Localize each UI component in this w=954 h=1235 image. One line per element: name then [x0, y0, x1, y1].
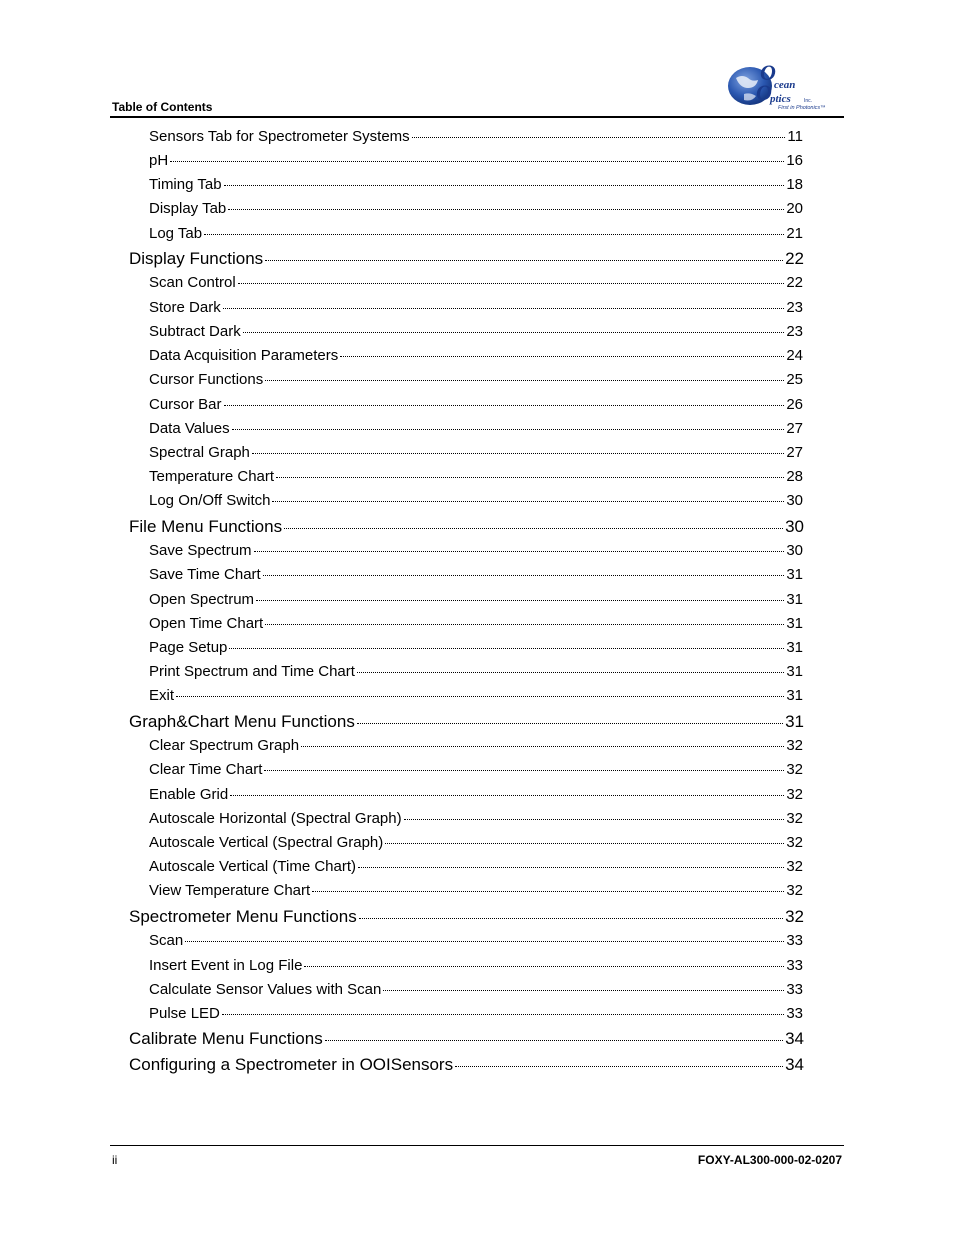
toc-entry-page: 32: [786, 834, 803, 851]
toc-entry-page: 32: [786, 882, 803, 899]
toc-entry-label: Timing Tab: [149, 176, 222, 193]
toc-entry-label: Print Spectrum and Time Chart: [149, 663, 355, 680]
toc-entry[interactable]: [149, 396, 803, 413]
toc-dot-leader: [357, 723, 783, 724]
toc-dot-leader: [223, 308, 785, 309]
ocean-optics-logo: [726, 64, 846, 112]
toc-entry-page: 33: [786, 1005, 803, 1022]
svg-text:O: O: [760, 64, 776, 85]
toc-dot-leader: [358, 867, 784, 868]
toc-dot-leader: [312, 891, 784, 892]
toc-entry-page: 22: [786, 274, 803, 291]
toc-entry-label: Calculate Sensor Values with Scan: [149, 981, 382, 998]
toc-dot-leader: [228, 209, 784, 210]
toc-entry-label: pH: [149, 152, 169, 169]
toc-entry[interactable]: [149, 444, 803, 461]
header-rule: [110, 116, 844, 118]
toc-entry-page: 32: [785, 907, 804, 926]
toc-entry-page: 31: [785, 712, 804, 731]
toc-entry[interactable]: [149, 858, 803, 875]
toc-entry[interactable]: [129, 249, 804, 269]
toc-entry-label: Cursor Functions: [149, 371, 264, 388]
toc-entry-page: 26: [786, 396, 803, 413]
toc-entry[interactable]: [149, 591, 803, 608]
toc-dot-leader: [176, 696, 784, 697]
toc-entry-label: View Temperature Chart: [149, 882, 311, 899]
toc-dot-leader: [243, 332, 785, 333]
toc-entry-label: Save Time Chart: [149, 566, 261, 583]
svg-text:First in Photonics™: First in Photonics™: [778, 105, 826, 111]
toc-entry-page: 31: [786, 687, 803, 704]
toc-dot-leader: [455, 1066, 783, 1067]
toc-dot-leader: [222, 1014, 784, 1015]
toc-entry-label: Data Acquisition Parameters: [149, 347, 339, 364]
toc-entry[interactable]: [149, 492, 803, 509]
toc-entry[interactable]: [149, 566, 803, 583]
toc-entry-label: Open Spectrum: [149, 591, 255, 608]
toc-dot-leader: [301, 746, 784, 747]
toc-entry-label: Sensors Tab for Spectrometer Systems: [149, 128, 410, 145]
toc-dot-leader: [276, 477, 784, 478]
toc-entry-page: 27: [786, 444, 803, 461]
toc-entry[interactable]: [149, 615, 803, 632]
toc-entry[interactable]: [149, 981, 803, 998]
toc-dot-leader: [383, 990, 784, 991]
toc-entry-label: Store Dark: [149, 299, 221, 316]
toc-entry[interactable]: [149, 299, 803, 316]
toc-entry-page: 32: [786, 858, 803, 875]
toc-dot-leader: [238, 283, 785, 284]
toc-entry-page: 16: [786, 152, 803, 169]
toc-dot-leader: [170, 161, 784, 162]
toc-dot-leader: [325, 1040, 783, 1041]
toc-entry-page: 31: [786, 615, 803, 632]
toc-entry[interactable]: [149, 834, 803, 851]
toc-entry-label: Autoscale Vertical (Time Chart): [149, 858, 357, 875]
toc-entry-label: Open Time Chart: [149, 615, 264, 632]
toc-entry[interactable]: [149, 639, 803, 656]
toc-entry-label: Page Setup: [149, 639, 228, 656]
toc-entry-label: Insert Event in Log File: [149, 957, 303, 974]
toc-entry-label: Autoscale Vertical (Spectral Graph): [149, 834, 384, 851]
toc-entry-label: File Menu Functions: [129, 517, 283, 536]
toc-entry[interactable]: [149, 371, 803, 388]
toc-entry-page: 31: [786, 663, 803, 680]
toc-entry-label: Enable Grid: [149, 786, 229, 803]
toc-entry-label: Configuring a Spectrometer in OOISensors: [129, 1055, 454, 1074]
toc-entry[interactable]: [129, 517, 804, 537]
toc-dot-leader: [229, 648, 784, 649]
toc-entry-page: 30: [786, 542, 803, 559]
toc-entry-label: Display Tab: [149, 200, 227, 217]
toc-entry-page: 34: [785, 1055, 804, 1074]
toc-entry-label: Scan: [149, 932, 184, 949]
toc-entry[interactable]: [149, 687, 803, 704]
toc-entry-page: 34: [785, 1029, 804, 1048]
toc-entry-label: Spectrometer Menu Functions: [129, 907, 357, 926]
toc-entry-label: Autoscale Horizontal (Spectral Graph): [149, 810, 402, 827]
toc-entry[interactable]: [149, 152, 803, 169]
toc-dot-leader: [265, 380, 784, 381]
toc-entry-page: 32: [786, 761, 803, 778]
toc-dot-leader: [357, 672, 784, 673]
toc-dot-leader: [265, 624, 784, 625]
toc-dot-leader: [385, 843, 784, 844]
toc-entry[interactable]: [129, 1055, 804, 1075]
toc-entry[interactable]: [129, 712, 804, 732]
toc-entry-page: 31: [786, 591, 803, 608]
footer-page-number: ii: [112, 1153, 118, 1167]
toc-dot-leader: [204, 234, 784, 235]
svg-text:O: O: [756, 80, 772, 105]
toc-entry-page: 33: [786, 932, 803, 949]
toc-entry[interactable]: [149, 420, 803, 437]
toc-dot-leader: [412, 137, 786, 138]
toc-entry[interactable]: [149, 274, 803, 291]
toc-entry[interactable]: [149, 932, 803, 949]
toc-entry-label: Temperature Chart: [149, 468, 275, 485]
toc-entry[interactable]: [149, 128, 803, 145]
toc-entry-page: 24: [786, 347, 803, 364]
toc-entry-label: Scan Control: [149, 274, 236, 291]
toc-dot-leader: [252, 453, 784, 454]
toc-entry[interactable]: [149, 882, 803, 899]
toc-entry-label: Exit: [149, 687, 175, 704]
toc-dot-leader: [304, 966, 784, 967]
toc-entry-page: 23: [786, 299, 803, 316]
toc-dot-leader: [264, 770, 784, 771]
toc-entry[interactable]: [149, 468, 803, 485]
toc-entry[interactable]: [149, 786, 803, 803]
toc-entry-page: 32: [786, 737, 803, 754]
toc-entry-page: 33: [786, 981, 803, 998]
toc-entry-label: Save Spectrum: [149, 542, 252, 559]
svg-text:Inc.: Inc.: [804, 98, 813, 104]
toc-entry-label: Spectral Graph: [149, 444, 250, 461]
toc-entry-page: 31: [786, 639, 803, 656]
toc-dot-leader: [254, 551, 785, 552]
toc-entry[interactable]: [149, 663, 803, 680]
running-header-title: Table of Contents: [112, 100, 213, 114]
toc-entry[interactable]: [149, 1005, 803, 1022]
toc-dot-leader: [230, 795, 784, 796]
toc-entry-page: 32: [786, 786, 803, 803]
toc-dot-leader: [232, 429, 785, 430]
toc-entry-label: Log Tab: [149, 225, 203, 242]
toc-entry-page: 23: [786, 323, 803, 340]
toc-dot-leader: [359, 918, 783, 919]
toc-dot-leader: [185, 941, 784, 942]
toc-dot-leader: [284, 528, 783, 529]
toc-entry[interactable]: [149, 323, 803, 340]
toc-dot-leader: [272, 501, 784, 502]
toc-entry[interactable]: [149, 957, 803, 974]
toc-entry-page: 31: [786, 566, 803, 583]
toc-entry-label: Graph&Chart Menu Functions: [129, 712, 355, 731]
toc-entry-page: 25: [786, 371, 803, 388]
toc-entry-page: 33: [786, 957, 803, 974]
toc-dot-leader: [404, 819, 785, 820]
toc-entry[interactable]: [149, 347, 803, 364]
toc-entry[interactable]: [149, 737, 803, 754]
toc-entry-page: 28: [786, 468, 803, 485]
toc-entry[interactable]: [129, 1029, 804, 1049]
toc-entry-page: 30: [785, 517, 804, 536]
toc-entry-label: Log On/Off Switch: [149, 492, 271, 509]
footer-doc-number: FOXY-AL300-000-02-0207: [697, 1153, 842, 1167]
toc-dot-leader: [224, 185, 785, 186]
toc-entry-page: 20: [786, 200, 803, 217]
toc-dot-leader: [340, 356, 784, 357]
toc-dot-leader: [265, 260, 783, 261]
toc-entry-label: Clear Spectrum Graph: [149, 737, 300, 754]
toc-entry-page: 18: [786, 176, 803, 193]
toc-entry-page: 27: [786, 420, 803, 437]
toc-entry-label: Clear Time Chart: [149, 761, 263, 778]
toc-entry[interactable]: [149, 176, 803, 193]
toc-entry[interactable]: [149, 200, 803, 217]
toc-entry-label: Subtract Dark: [149, 323, 241, 340]
toc-entry[interactable]: [149, 810, 803, 827]
toc-entry-label: Cursor Bar: [149, 396, 222, 413]
toc-entry-page: 21: [786, 225, 803, 242]
toc-dot-leader: [256, 600, 784, 601]
toc-entry-page: 11: [787, 128, 803, 145]
toc-entry[interactable]: [129, 907, 804, 927]
toc-entry-label: Calibrate Menu Functions: [129, 1029, 323, 1048]
toc-dot-leader: [224, 405, 785, 406]
toc-entry[interactable]: [149, 761, 803, 778]
toc-entry-page: 22: [785, 249, 804, 268]
svg-text:cean: cean: [774, 79, 796, 91]
toc-entry-label: Pulse LED: [149, 1005, 220, 1022]
toc-entry-page: 32: [786, 810, 803, 827]
toc-dot-leader: [263, 575, 785, 576]
toc-entry-label: Display Functions: [129, 249, 264, 268]
toc-entry[interactable]: [149, 225, 803, 242]
footer-rule: [110, 1145, 844, 1146]
toc-entry-page: 30: [786, 492, 803, 509]
toc-entry[interactable]: [149, 542, 803, 559]
svg-text:ptics: ptics: [770, 93, 791, 105]
toc-entry-label: Data Values: [149, 420, 230, 437]
